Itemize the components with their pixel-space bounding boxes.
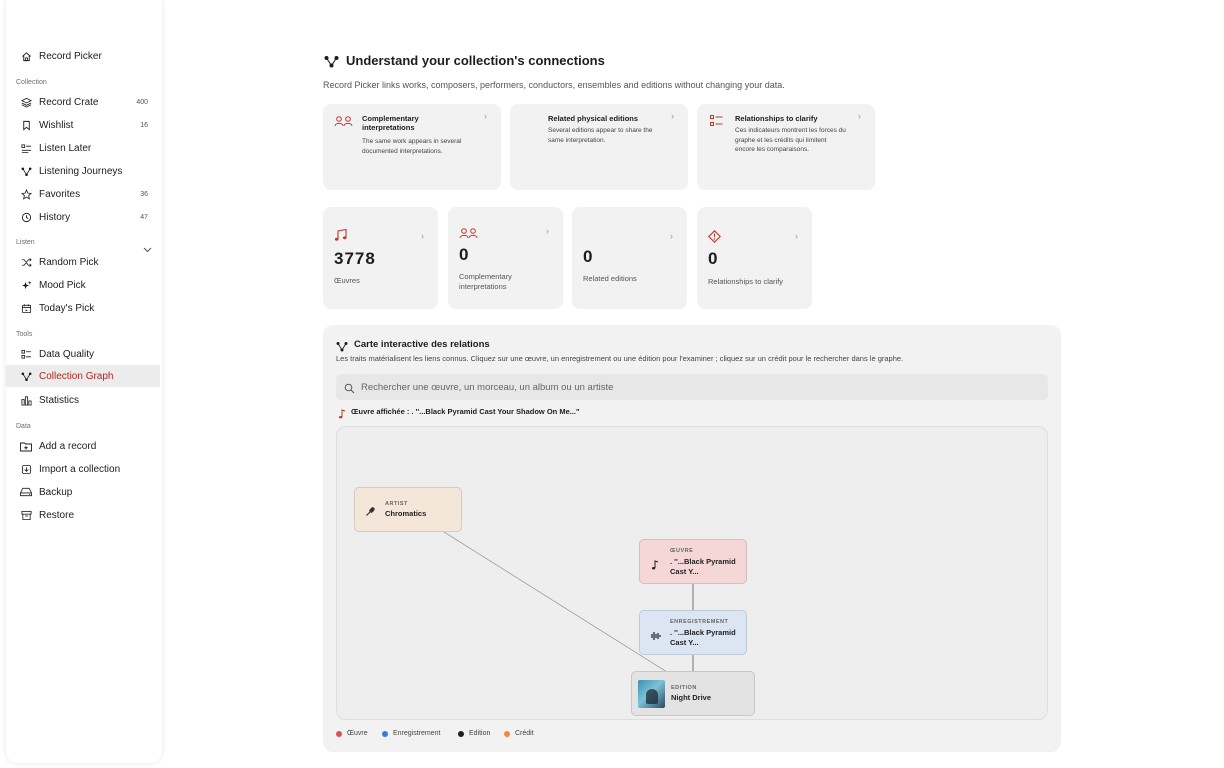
graph-description: Les traits matérialisent les liens connus. Cliquez sur une œuvre, un enregistrement ou une édition pour l'examiner ; cliquez sur un crédit pour le rechercher dans le graphe.	[336, 354, 904, 363]
sidebar-item-todays-pick[interactable]	[6, 297, 160, 319]
node-kind: ENREGISTREMENT	[670, 619, 729, 625]
sidebar-item-mood-pick[interactable]	[6, 274, 160, 296]
legend-label: Crédit	[515, 730, 534, 737]
sidebar-item-data-quality[interactable]	[6, 343, 160, 365]
search-placeholder: Rechercher une œuvre, un morceau, un album ou un artiste	[361, 382, 614, 393]
sidebar-item-label: Statistics	[39, 394, 80, 406]
chevron-right-icon: ›	[421, 231, 424, 241]
legend-dot	[382, 731, 388, 737]
sidebar-item-label: Restore	[39, 509, 75, 521]
section-label-data: Data	[16, 423, 31, 430]
graph-node-edition[interactable]	[631, 671, 755, 716]
legend-item-oeuvre	[336, 730, 368, 737]
stat-value: 0	[459, 245, 470, 264]
people-icon	[459, 226, 479, 244]
sidebar-item-label: Add a record	[39, 440, 97, 452]
sidebar-item-label: Today's Pick	[39, 302, 95, 314]
count-badge: 16	[140, 121, 148, 129]
card-title: Related physical editions	[548, 114, 639, 123]
sidebar-item-collection-graph[interactable]	[6, 365, 160, 387]
sidebar-item-label: Record Crate	[39, 96, 99, 108]
clock-icon	[20, 211, 32, 223]
people-icon	[334, 114, 354, 132]
chevron-right-icon: ›	[670, 231, 673, 241]
card-title: Relationships to clarify	[735, 114, 818, 123]
stat-label: Related editions	[583, 274, 637, 283]
section-label-collection: Collection	[16, 79, 47, 86]
legend-label: Œuvre	[347, 730, 368, 737]
stat-label: Complementary interpretations	[459, 272, 512, 291]
calendar-icon	[20, 302, 32, 314]
info-card-complementary[interactable]	[323, 104, 501, 190]
home-icon	[20, 50, 32, 62]
card-title: Complementary interpretations	[362, 114, 419, 132]
music-note-icon	[651, 557, 659, 575]
music-note-icon	[334, 229, 348, 247]
chevron-right-icon: ›	[858, 111, 861, 121]
node-kind: ŒUVRE	[670, 548, 694, 554]
sidebar-item-listen-later[interactable]	[6, 137, 160, 159]
sidebar-item-statistics[interactable]	[6, 389, 160, 411]
shown-work-label: Œuvre affichée : . ''...Black Pyramid Cast Your Shadow On Me..."	[351, 407, 580, 416]
sidebar-item-listening-journeys[interactable]	[6, 160, 160, 182]
graph-title: Carte interactive des relations	[354, 339, 490, 350]
stat-value: 0	[583, 247, 594, 266]
sidebar-item-restore[interactable]	[6, 504, 160, 526]
count-badge: 36	[140, 190, 148, 198]
node-kind: EDITION	[671, 685, 697, 691]
graph-search-input[interactable]	[336, 374, 1048, 400]
sidebar-item-label: Listening Journeys	[39, 165, 123, 177]
star-icon	[20, 188, 32, 200]
checklist-icon	[20, 348, 32, 360]
card-description: Ces indicateurs montrent les forces du graphe et les crédits qui limitent encore les comparaisons.	[735, 127, 846, 153]
node-kind: ARTIST	[385, 501, 408, 507]
sidebar-item-label: Backup	[39, 486, 73, 498]
section-label-listen: Listen	[16, 239, 35, 246]
legend-item-credit	[504, 730, 534, 737]
info-card-clarify[interactable]	[697, 104, 875, 190]
sidebar-item-history[interactable]	[6, 206, 160, 228]
graph-icon	[20, 370, 32, 382]
sidebar-item-label: Data Quality	[39, 348, 95, 360]
chevron-right-icon: ›	[484, 111, 487, 121]
info-card-editions[interactable]	[510, 104, 688, 190]
sidebar-item-label: Favorites	[39, 188, 81, 200]
bookmark-icon	[20, 119, 32, 131]
shuffle-icon	[20, 256, 32, 268]
legend-label: Edition	[469, 730, 491, 737]
sidebar-item-home[interactable]	[6, 45, 160, 67]
chevron-right-icon: ›	[795, 231, 798, 241]
sidebar	[6, 0, 162, 763]
add-folder-icon	[20, 440, 32, 452]
count-badge: 47	[140, 213, 148, 221]
sidebar-item-label: History	[39, 211, 71, 223]
warning-diamond-icon	[708, 230, 721, 248]
legend-dot	[458, 731, 464, 737]
graph-icon	[20, 165, 32, 177]
sidebar-item-label: Import a collection	[39, 463, 121, 475]
microphone-icon	[365, 504, 376, 522]
page-title: Understand your collection's connections	[346, 53, 605, 68]
sidebar-item-add-record[interactable]	[6, 435, 160, 457]
node-name: . ''...Black Pyramid Cast Y...	[670, 628, 736, 647]
legend-item-enregistrement	[382, 730, 440, 737]
layers-icon	[20, 96, 32, 108]
chevron-right-icon: ›	[671, 111, 674, 121]
node-name: Night Drive	[671, 693, 712, 702]
checklist-icon	[710, 114, 723, 132]
graph-panel	[323, 325, 1061, 752]
stat-label: Relationships to clarify	[708, 277, 784, 286]
stat-value: 0	[708, 249, 719, 268]
sidebar-item-label: Mood Pick	[39, 279, 86, 291]
music-note-icon	[338, 406, 346, 424]
stat-card-complementary[interactable]	[448, 207, 563, 309]
sidebar-item-favorites[interactable]	[6, 183, 160, 205]
relation-graph[interactable]	[336, 426, 1048, 720]
stat-value: 3778	[334, 249, 376, 268]
sidebar-item-wishlist[interactable]	[6, 114, 160, 136]
legend-label: Enregistrement	[393, 730, 441, 737]
legend-dot	[504, 731, 510, 737]
sidebar-item-label: Collection Graph	[39, 370, 114, 382]
legend-item-edition	[458, 730, 490, 737]
stat-card-oeuvres[interactable]	[323, 207, 438, 309]
card-description: The same work appears in several documented interpretations.	[362, 138, 462, 155]
count-badge: 400	[136, 98, 148, 106]
album-cover-image	[638, 680, 665, 708]
stat-label: Œuvres	[334, 276, 360, 285]
page-subtitle: Record Picker links works, composers, performers, conductors, ensembles and editions without changing your data.	[323, 80, 785, 90]
sidebar-item-label: Random Pick	[39, 256, 99, 268]
sidebar-item-label: Listen Later	[39, 142, 92, 154]
archive-icon	[20, 509, 32, 521]
graph-node-artist[interactable]	[354, 487, 462, 532]
graph-node-oeuvre[interactable]	[639, 539, 747, 584]
node-name: . ''...Black Pyramid Cast Y...	[670, 557, 736, 576]
waveform-icon	[649, 628, 661, 646]
graph-node-recording[interactable]	[639, 610, 747, 655]
sidebar-item-label: Record Picker	[39, 50, 102, 62]
section-label-tools: Tools	[16, 331, 33, 338]
sidebar-item-record-crate[interactable]	[6, 91, 160, 113]
graph-icon	[324, 55, 339, 73]
sidebar-item-import-collection[interactable]	[6, 458, 160, 480]
sidebar-item-random-pick[interactable]	[6, 251, 160, 273]
node-name: Chromatics	[385, 509, 427, 518]
list-icon	[20, 142, 32, 154]
search-icon	[344, 381, 355, 399]
bar-chart-icon	[20, 394, 32, 406]
stat-card-clarify[interactable]	[697, 207, 812, 309]
sparkle-icon	[20, 279, 32, 291]
legend-dot	[336, 731, 342, 737]
sidebar-item-label: Wishlist	[39, 119, 74, 131]
import-icon	[20, 463, 32, 475]
drive-icon	[20, 486, 32, 498]
stat-card-editions[interactable]	[572, 207, 687, 309]
sidebar-item-backup[interactable]	[6, 481, 160, 503]
card-description: Several editions appear to share the same interpretation.	[548, 127, 653, 144]
chevron-right-icon: ›	[546, 226, 549, 236]
